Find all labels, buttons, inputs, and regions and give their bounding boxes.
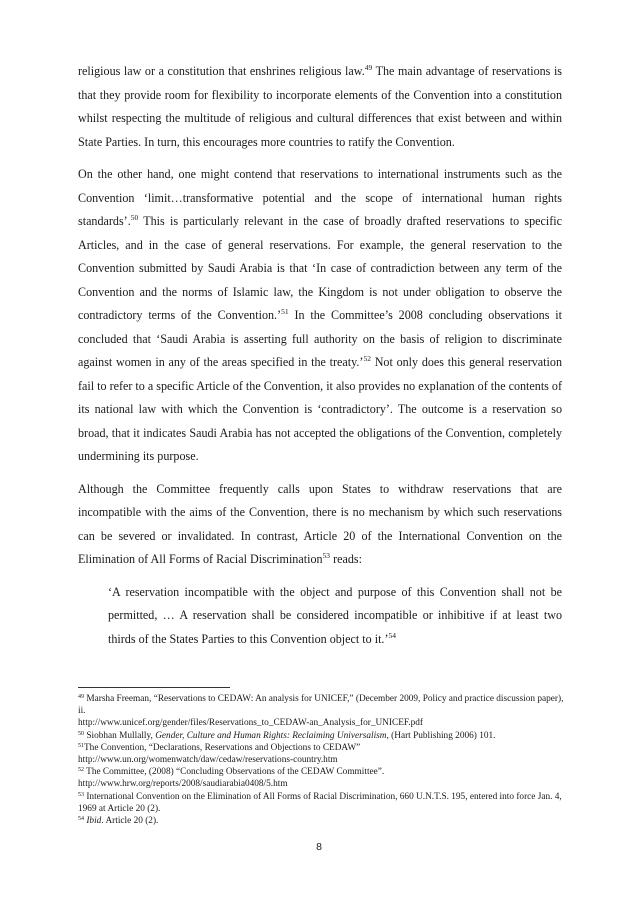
quote-text: ‘A reservation incompatible with the object and purpose of this Convention shall not be permitted, … A reservation shall be considered incompatible or inhibitive if at least two thirds of the States Parties to this Convention object to it.’ <box>108 584 562 646</box>
footnote-text: , (Hart Publishing 2006) 101. <box>386 730 496 741</box>
paragraph-text: The main advantage of reservations is that they provide room for flexibility to incorporate elements of the Convention into a constitution whilst respecting the multitude of religious and cultural differences that exist between and within State Parties. In turn, this encourages more countries to ratify the Convention. <box>78 64 563 149</box>
paragraph-text: religious law or a constitution that enshrines religious law. <box>78 64 365 78</box>
footnote-51 <box>78 742 564 754</box>
footnote-separator <box>78 687 230 688</box>
footnote-49-url <box>78 717 564 729</box>
paragraph-text: This is particularly relevant in the case of broadly drafted reservations to specific Articles, and in the case of general reservations. For example, the general reservation to the Convention submitted by Saudi Arabia is that ‘In case of contradiction between any term of the Convention and the norms of Islamic law, the Kingdom is not under obligation to observe the contradictory terms of the Convention.’ <box>78 214 562 322</box>
paragraph-reservations-flexibility <box>78 60 562 154</box>
footnote-53 <box>78 791 564 815</box>
footnote-number: 49 <box>78 694 84 700</box>
footnote-ref-49: 49 <box>364 63 373 72</box>
footnote-52-url <box>78 778 564 790</box>
footnote-url: http://www.hrw.org/reports/2008/saudiarabia0408/5.htm <box>78 779 288 790</box>
footnote-ibid: Ibid <box>86 816 102 827</box>
footnote-ref-53: 53 <box>322 551 331 560</box>
footnote-ref-51: 51 <box>281 307 289 316</box>
footnote-text: . Article 20 (2). <box>101 816 159 827</box>
paragraph-text: reads: <box>330 552 362 566</box>
footnote-text: International Convention on the Elimination of All Forms of Racial Discrimination, 660 U.N.T.S. 195, entered into force Jan. 4, 1969 at Article 20 (2). <box>78 791 562 814</box>
footnote-text: The Committee, (2008) “Concluding Observations of the CEDAW Committee”. <box>84 767 385 778</box>
footnote-text: The Convention, “Declarations, Reservations and Objections to CEDAW” <box>84 742 361 753</box>
footnote-ref-52: 52 <box>363 354 371 363</box>
body-text <box>78 60 562 651</box>
footnote-49 <box>78 693 564 717</box>
paragraph-text: Although the Committee frequently calls upon States to withdraw reservations that are incompatible with the aims of the Convention, there is no mechanism by which such reservations can be severed or invalidated. In contrast, Article 20 of the International Convention on the Elimination of All Forms of Racial Discrimination <box>78 481 562 566</box>
footnote-number: 53 <box>78 791 84 798</box>
footnote-text: Marsha Freeman, “Reservations to CEDAW: An analysis for UNICEF,” (December 2009, Policy and practice discussion paper), ii. <box>78 694 564 717</box>
paragraph-article-20 <box>78 478 562 572</box>
footnote-50 <box>78 730 564 742</box>
footnote-51-url <box>78 754 564 766</box>
paragraph-text: In the Committee’s 2008 concluding observations it concluded that ‘Saudi Arabia is asserting full authority on the basis of religion to discriminate against women in any of the areas specified in the treaty.’ <box>78 308 562 369</box>
footnote-number: 50 <box>78 730 84 737</box>
footnotes <box>78 693 564 827</box>
footnote-ref-54: 54 <box>388 630 396 640</box>
block-quote <box>108 581 562 652</box>
footnote-number: 51 <box>78 742 84 749</box>
footnote-url: http://www.un.org/womenwatch/daw/cedaw/reservations-country.htm <box>78 755 338 766</box>
footnote-url: http://www.unicef.org/gender/files/Reservations_to_CEDAW-an_Analysis_for_UNICEF.pdf <box>78 718 424 729</box>
paragraph-text: On the other hand, one might contend that reservations to international instruments such as the Convention ‘limit…transformative potential and the scope of international human rights standards’. <box>78 167 562 228</box>
footnote-54 <box>78 815 564 827</box>
footnote-number: 54 <box>78 816 84 823</box>
footnote-text: Siobhan Mullally, <box>84 730 156 741</box>
footnote-book-title: Gender, Culture and Human Rights: Reclaiming Universalism <box>155 730 387 741</box>
paragraph-saudi-reservation <box>78 163 562 469</box>
paragraph-text: Not only does this general reservation fail to refer to a specific Article of the Convention, it also provides no explanation of the contents of its national law with which the Convention is ‘contradictory’. The outcome is a reservation so broad, that it indicates Saudi Arabia has not accepted the obligations of the Convention, completely undermining its purpose. <box>78 355 562 463</box>
page-number: 8 <box>316 841 322 853</box>
footnote-52 <box>78 766 564 778</box>
footnote-ref-50: 50 <box>130 213 139 222</box>
footnote-number: 52 <box>78 767 84 774</box>
